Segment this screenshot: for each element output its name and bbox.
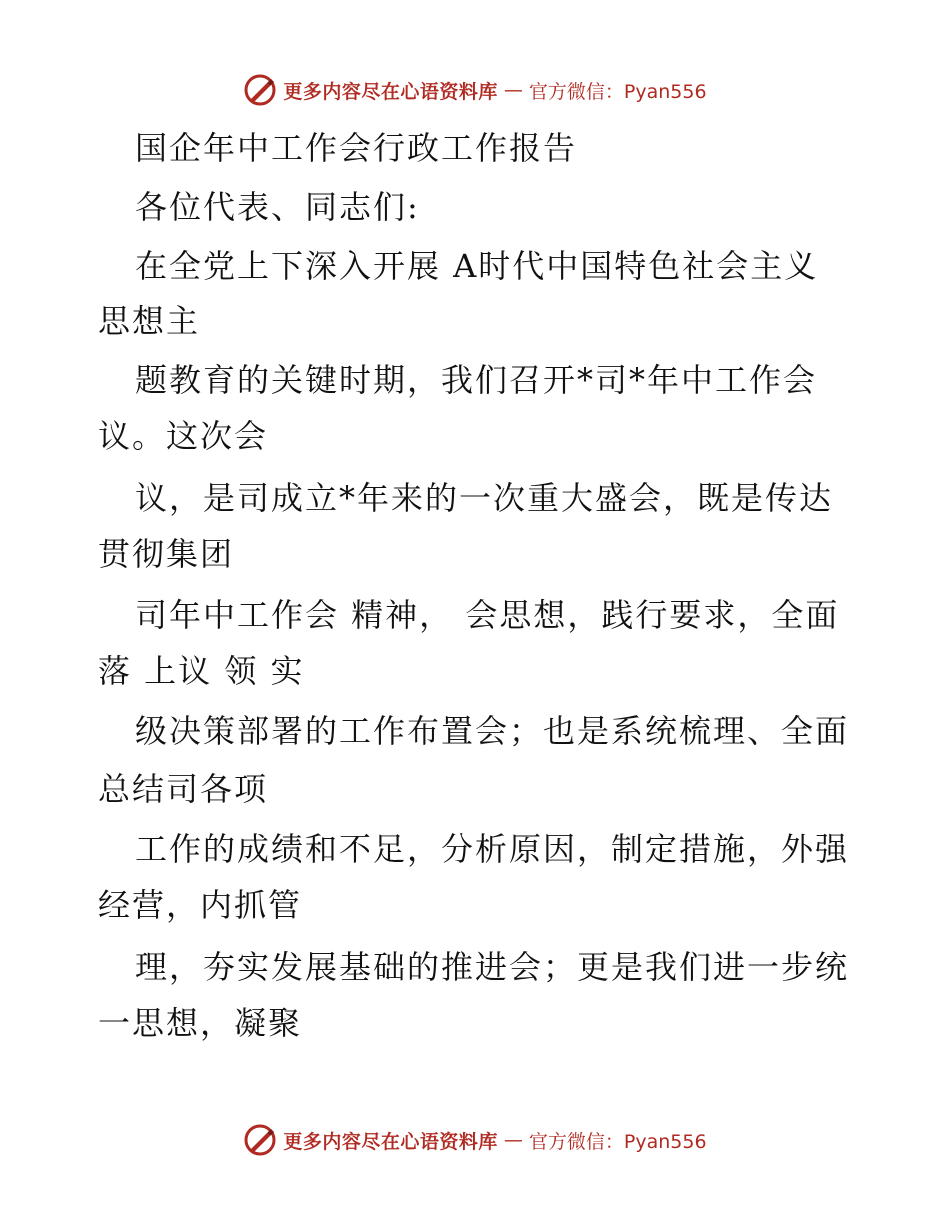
document-title: 国企年中工作会行政工作报告 [135, 129, 578, 167]
paragraph-line: 思想主 [98, 302, 201, 340]
paragraph-line: 议，是司成立*年来的一次重大盛会，既是传达 [135, 479, 834, 517]
watermark-wechat: 官方微信：Pyan556 [528, 80, 707, 103]
header-watermark [0, 70, 950, 110]
pen-logo-icon [243, 1123, 277, 1157]
watermark-separator: — [503, 79, 523, 101]
paragraph-line: 经营，内抓管 [98, 886, 303, 924]
paragraph-line: 级决策部署的工作布置会；也是系统梳理、全面 [135, 712, 850, 750]
paragraph-line: 工作的成绩和不足，分析原因，制定措施，外强 [135, 830, 850, 868]
paragraph-line: 落 上议 领 实 [98, 652, 305, 690]
paragraph-line: 题教育的关键时期，我们召开*司*年中工作会 [135, 361, 818, 399]
paragraph-line: 在全党上下深入开展 A时代中国特色社会主义 [135, 247, 819, 285]
watermark-text: 更多内容尽在心语资料库 [283, 80, 498, 103]
watermark-separator: — [503, 1129, 523, 1151]
watermark-text: 更多内容尽在心语资料库 [283, 1130, 498, 1153]
paragraph-line: 总结司各项 [98, 770, 269, 808]
paragraph-line: 司年中工作会 精神， 会思想，践行要求，全面 [135, 596, 840, 634]
footer-watermark [0, 1120, 950, 1160]
watermark-wechat: 官方微信：Pyan556 [528, 1130, 707, 1153]
pen-logo-icon [243, 73, 277, 107]
paragraph-line: 议。这次会 [98, 417, 269, 455]
paragraph-line: 一思想，凝聚 [98, 1004, 303, 1042]
paragraph-line: 贯彻集团 [98, 535, 235, 573]
salutation: 各位代表、同志们: [135, 188, 420, 226]
paragraph-line: 理，夯实发展基础的推进会；更是我们进一步统 [135, 948, 850, 986]
